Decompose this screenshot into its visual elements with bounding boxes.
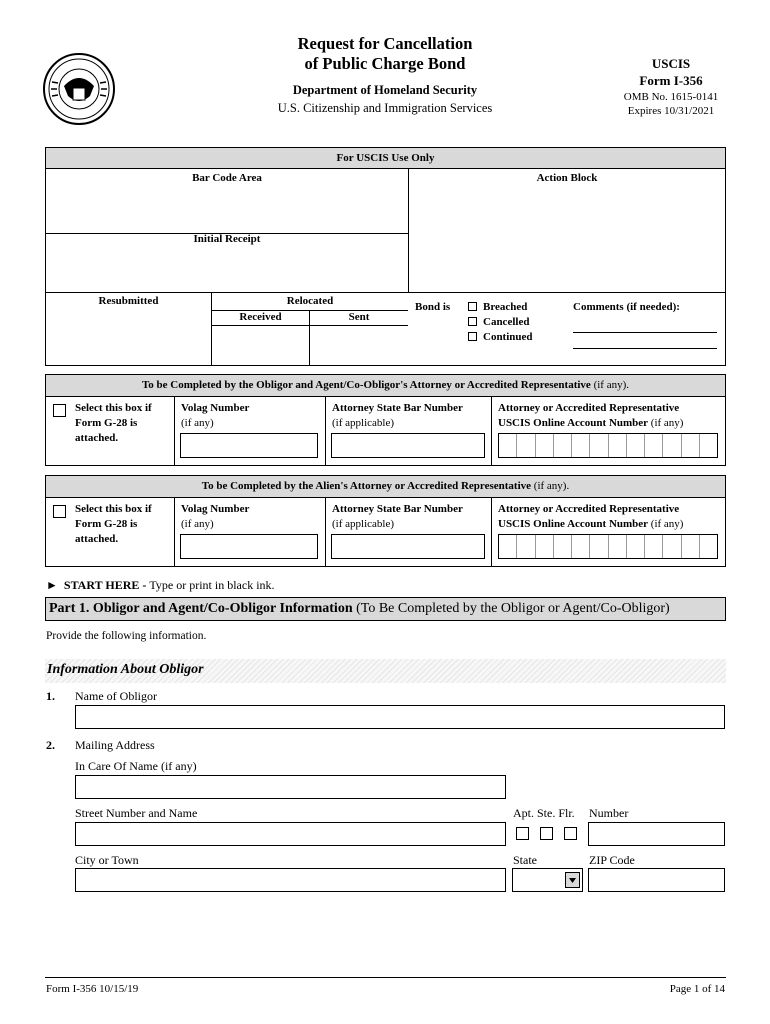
initial-receipt-label: Initial Receipt: [193, 233, 261, 245]
alien-volag-input[interactable]: [180, 534, 318, 559]
chevron-down-icon[interactable]: [565, 872, 580, 888]
start-arrow-icon: ►: [46, 578, 58, 592]
form-number: Form I-356: [639, 73, 703, 88]
obligor-bar-sub: (if applicable): [332, 417, 394, 429]
q2-number: 2.: [46, 738, 55, 752]
breached-checkbox[interactable]: [468, 302, 477, 311]
part1-instruction: Provide the following information.: [46, 630, 207, 642]
cancelled-checkbox[interactable]: [468, 317, 477, 326]
obligor-bar-label: [332, 401, 463, 431]
omb-info: [606, 90, 736, 118]
alien-volag-label: [181, 502, 249, 532]
obligor-account-sub-plain: (if any): [648, 417, 684, 429]
comments-line-2[interactable]: [573, 348, 717, 349]
obligor-g28-line-2: Form G-28 is: [75, 417, 138, 429]
relocated-label: Relocated: [286, 295, 334, 307]
obligor-account-title: Attorney or Accredited Representative: [498, 402, 680, 414]
comments-label: Comments (if needed):: [573, 301, 680, 313]
omb-number: OMB No. 1615-0141: [623, 91, 719, 103]
unit-number-input[interactable]: [588, 822, 725, 846]
obligor-g28-label: [75, 401, 174, 446]
continued-checkbox[interactable]: [468, 332, 477, 341]
alien-account-sub-bold: USCIS Online Account Number: [498, 518, 649, 530]
obligor-volag-input[interactable]: [180, 433, 318, 458]
zip-label: ZIP Code: [589, 853, 635, 867]
part1-heading-bold: Part 1. Obligor and Agent/Co-Obligor Information: [49, 601, 353, 616]
obligor-volag-title: Volag Number: [181, 402, 250, 414]
expiration-date: Expires 10/31/2021: [627, 105, 715, 117]
agency-name: U.S. Citizenship and Immigration Services: [277, 101, 493, 115]
alien-account-sub-plain: (if any): [648, 518, 684, 530]
department-name: Department of Homeland Security: [292, 83, 478, 97]
uscis-label: USCIS: [651, 56, 691, 71]
alien-g28-line-1: Select this box if: [75, 503, 152, 515]
zip-input[interactable]: [588, 868, 725, 892]
alien-bar-number-input[interactable]: [331, 534, 485, 559]
cancelled-label: Cancelled: [483, 316, 530, 328]
footer-divider: [45, 977, 726, 978]
alien-rep-heading-bold: To be Completed by the Alien's Attorney or Accredited Representative: [201, 480, 532, 492]
alien-volag-sub: (if any): [181, 518, 214, 530]
street-input[interactable]: [75, 822, 506, 846]
alien-g28-line-3: attached.: [75, 533, 119, 545]
obligor-account-label: [498, 401, 683, 431]
uscis-use-heading: For USCIS Use Only: [46, 148, 725, 168]
form-title: [230, 34, 540, 74]
obligor-g28-line-1: Select this box if: [75, 402, 152, 414]
state-select[interactable]: [512, 868, 583, 892]
ste-checkbox[interactable]: [540, 827, 553, 840]
alien-account-number-input[interactable]: [498, 534, 718, 559]
comments-line-1[interactable]: [573, 332, 717, 333]
obligor-name-input[interactable]: [75, 705, 725, 729]
obligor-account-sub-bold: USCIS Online Account Number: [498, 417, 649, 429]
received-label: Received: [239, 311, 282, 323]
obligor-volag-sub: (if any): [181, 417, 214, 429]
continued-label: Continued: [483, 331, 533, 343]
obligor-rep-heading-plain: (if any).: [590, 379, 630, 391]
alien-g28-checkbox[interactable]: [53, 505, 66, 518]
part1-heading: [45, 597, 726, 621]
obligor-g28-line-3: attached.: [75, 432, 119, 444]
form-identifier: [606, 55, 736, 89]
resubmitted-label: Resubmitted: [98, 295, 159, 307]
obligor-rep-heading: [46, 375, 725, 396]
obligor-bar-number-input[interactable]: [331, 433, 485, 458]
footer-form-edition: Form I-356 10/15/19: [46, 983, 139, 995]
alien-bar-title: Attorney State Bar Number: [332, 503, 463, 515]
start-here-bold: START HERE -: [63, 578, 150, 592]
obligor-g28-checkbox[interactable]: [53, 404, 66, 417]
footer-page-number: Page 1 of 14: [669, 983, 725, 995]
alien-bar-label: [332, 502, 463, 532]
care-of-label: In Care Of Name (if any): [75, 759, 197, 773]
alien-g28-label: [75, 502, 174, 547]
alien-account-title: Attorney or Accredited Representative: [498, 503, 680, 515]
start-here-instruction: [46, 578, 275, 593]
action-block-label: Action Block: [536, 172, 598, 184]
alien-bar-sub: (if applicable): [332, 518, 394, 530]
alien-rep-heading-plain: (if any).: [531, 480, 570, 492]
alien-account-label: [498, 502, 683, 532]
q2-label: Mailing Address: [75, 738, 155, 752]
alien-volag-title: Volag Number: [181, 503, 250, 515]
section-obligor-heading: Information About Obligor: [45, 659, 726, 683]
obligor-account-number-input[interactable]: [498, 433, 718, 458]
alien-g28-line-2: Form G-28 is: [75, 518, 138, 530]
state-label: State: [513, 853, 537, 867]
obligor-bar-title: Attorney State Bar Number: [332, 402, 463, 414]
q1-label: Name of Obligor: [75, 689, 157, 703]
flr-checkbox[interactable]: [564, 827, 577, 840]
unit-number-label: Number: [589, 806, 629, 820]
part1-heading-plain: (To Be Completed by the Obligor or Agent/Co-Obligor): [352, 601, 670, 616]
care-of-input[interactable]: [75, 775, 506, 799]
sent-label: Sent: [348, 311, 370, 323]
start-here-plain: Type or print in black ink.: [149, 578, 275, 592]
q1-number: 1.: [46, 689, 55, 703]
alien-rep-heading: [46, 476, 725, 497]
city-input[interactable]: [75, 868, 506, 892]
bond-is-label: Bond is: [415, 301, 451, 313]
title-line-2: of Public Charge Bond: [304, 54, 466, 73]
city-label: City or Town: [75, 853, 139, 867]
obligor-rep-heading-bold: To be Completed by the Obligor and Agent/Co-Obligor's Attorney or Accredited Representative: [141, 379, 591, 391]
title-line-1: Request for Cancellation: [297, 34, 473, 53]
obligor-volag-label: [181, 401, 249, 431]
breached-label: Breached: [483, 301, 528, 313]
apt-ste-flr-label: Apt. Ste. Flr.: [513, 806, 575, 820]
apt-checkbox[interactable]: [516, 827, 529, 840]
bar-code-area-label: Bar Code Area: [192, 172, 262, 184]
street-label: Street Number and Name: [75, 806, 198, 820]
dhs-seal-logo: [42, 52, 116, 126]
